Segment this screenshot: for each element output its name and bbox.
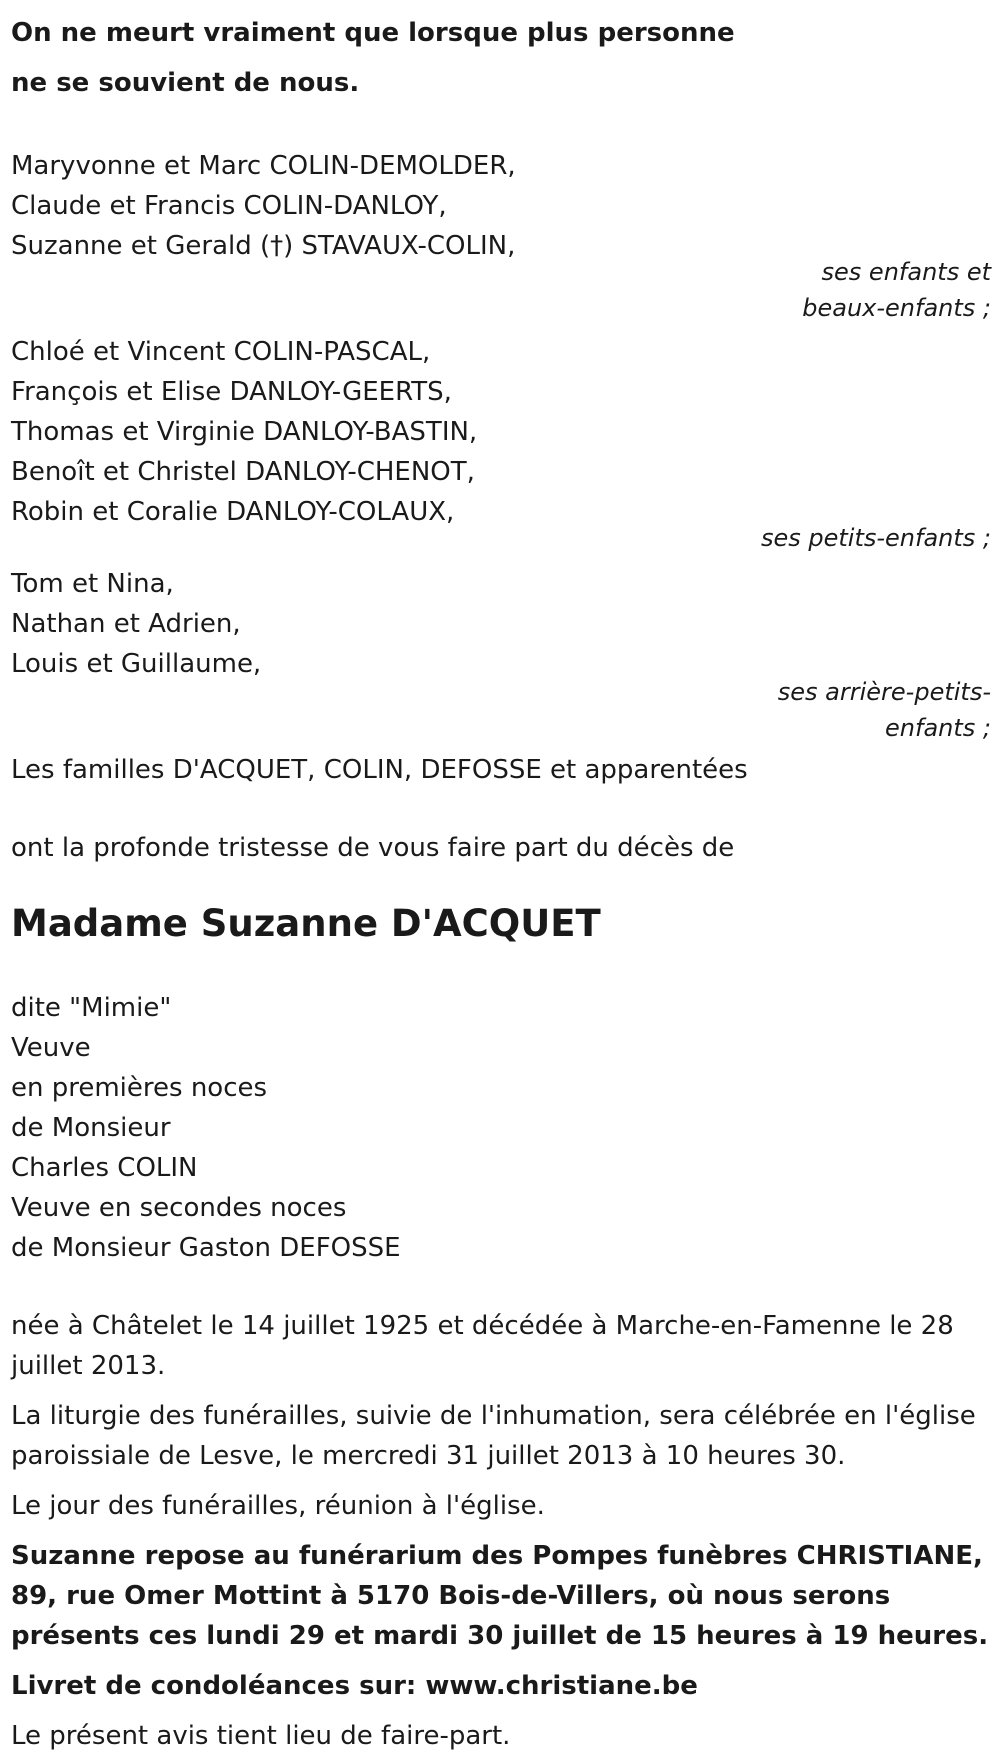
relation-label: ses enfants et [821, 258, 991, 286]
family-member: Suzanne et Gerald (†) STAVAUX-COLIN, [11, 231, 516, 261]
deceased-titles [11, 988, 991, 1268]
epigraph [11, 8, 991, 108]
relation-label: enfants ; [885, 714, 991, 742]
family-member: Benoît et Christel DANLOY-CHENOT, [11, 457, 475, 487]
children-group [11, 146, 991, 328]
epigraph-line: On ne meurt vraiment que lorsque plus personne [11, 18, 735, 48]
great-grandchildren-group [11, 564, 991, 748]
title-line: Veuve en secondes noces [11, 1193, 347, 1223]
family-member: François et Elise DANLOY-GEERTS, [11, 377, 452, 407]
title-line: de Monsieur [11, 1113, 171, 1143]
family-member: Tom et Nina, [11, 569, 174, 599]
title-line: dite "Mimie" [11, 993, 172, 1023]
liturgy-info: La liturgie des funérailles, suivie de l'inhumation, sera célébrée en l'église paroissiale de Lesve, le mercredi 31 juillet 2013 à 10 heures 30. [11, 1401, 976, 1471]
family-member: Chloé et Vincent COLIN-PASCAL, [11, 337, 431, 367]
title-line: en premières noces [11, 1073, 268, 1103]
deceased-name: Madame Suzanne D'ACQUET [11, 902, 601, 945]
title-line: Veuve [11, 1033, 91, 1063]
relation-label: ses arrière-petits- [777, 678, 991, 706]
family-member: Robin et Coralie DANLOY-COLAUX, [11, 497, 455, 527]
epigraph-line: ne se souvient de nous. [11, 68, 360, 98]
family-member: Maryvonne et Marc COLIN-DEMOLDER, [11, 151, 516, 181]
families-line: Les familles D'ACQUET, COLIN, DEFOSSE et apparentées [11, 755, 748, 785]
resting-place-info: Suzanne repose au funérarium des Pompes funèbres CHRISTIANE, 89, rue Omer Mottint à 5170 Bois-de-Villers, où nous serons présents ces lundi 29 et mardi 30 juillet de 15 heures à 19 heures. [11, 1541, 989, 1651]
grandchildren-group [11, 332, 991, 558]
relation-label: beaux-enfants ; [802, 294, 991, 322]
announcement: ont la profonde tristesse de vous faire part du décès de [11, 833, 735, 863]
obituary-notice [11, 0, 991, 1756]
funeral-day-info: Le jour des funérailles, réunion à l'église. [11, 1491, 545, 1521]
notice-line: Le présent avis tient lieu de faire-part. [11, 1721, 511, 1751]
family-member: Nathan et Adrien, [11, 609, 241, 639]
title-line: de Monsieur Gaston DEFOSSE [11, 1233, 401, 1263]
family-member: Louis et Guillaume, [11, 649, 262, 679]
condolences-link: Livret de condoléances sur: www.christiane.be [11, 1671, 698, 1701]
family-member: Thomas et Virginie DANLOY-BASTIN, [11, 417, 478, 447]
title-line: Charles COLIN [11, 1153, 198, 1183]
relation-label: ses petits-enfants ; [760, 524, 991, 552]
birth-death-info: née à Châtelet le 14 juillet 1925 et décédée à Marche-en-Famenne le 28 juillet 2013. [11, 1311, 954, 1381]
family-member: Claude et Francis COLIN-DANLOY, [11, 191, 447, 221]
